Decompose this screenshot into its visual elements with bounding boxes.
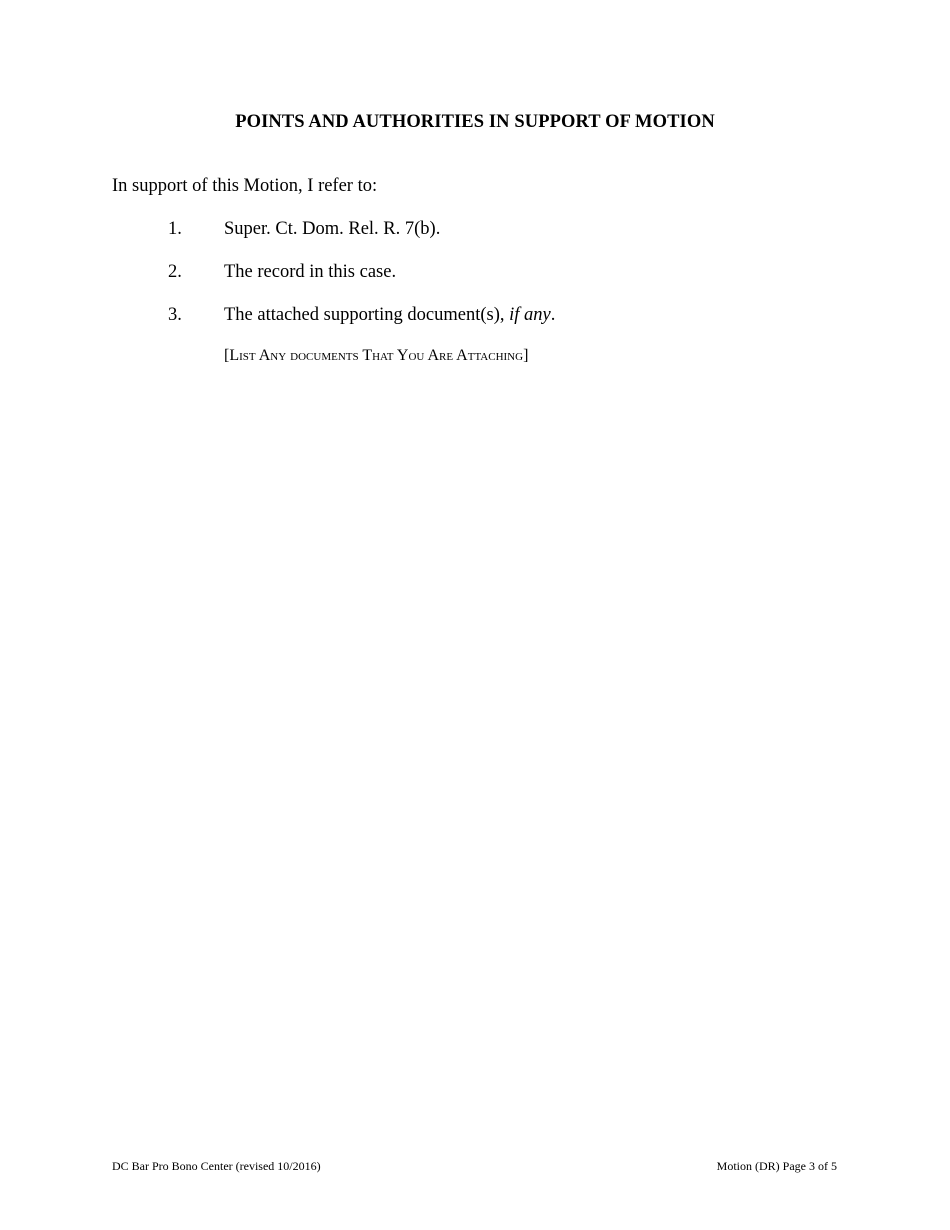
footer-revision: DC Bar Pro Bono Center (revised 10/2016) (112, 1159, 321, 1173)
list-item (168, 305, 555, 326)
list-item-number: 1. (168, 219, 182, 239)
list-item (168, 219, 440, 240)
footer-page-number: Motion (DR) Page 3 of 5 (716, 1159, 837, 1173)
list-item-number: 3. (168, 305, 182, 325)
list-item-italic-text: if any (509, 305, 551, 325)
list-item (168, 262, 396, 283)
list-item-suffix: . (550, 305, 556, 325)
list-item-number: 2. (168, 262, 182, 282)
attachment-instruction: [List Any documents That You Are Attaching] (224, 347, 529, 364)
list-item-text: Super. Ct. Dom. Rel. R. 7(b). (224, 219, 441, 239)
intro-text: In support of this Motion, I refer to: (112, 176, 378, 196)
list-item-text: The attached supporting document(s), (224, 305, 510, 325)
list-item-text: The record in this case. (224, 262, 397, 282)
page-title: POINTS AND AUTHORITIES IN SUPPORT OF MOTION (235, 112, 715, 132)
